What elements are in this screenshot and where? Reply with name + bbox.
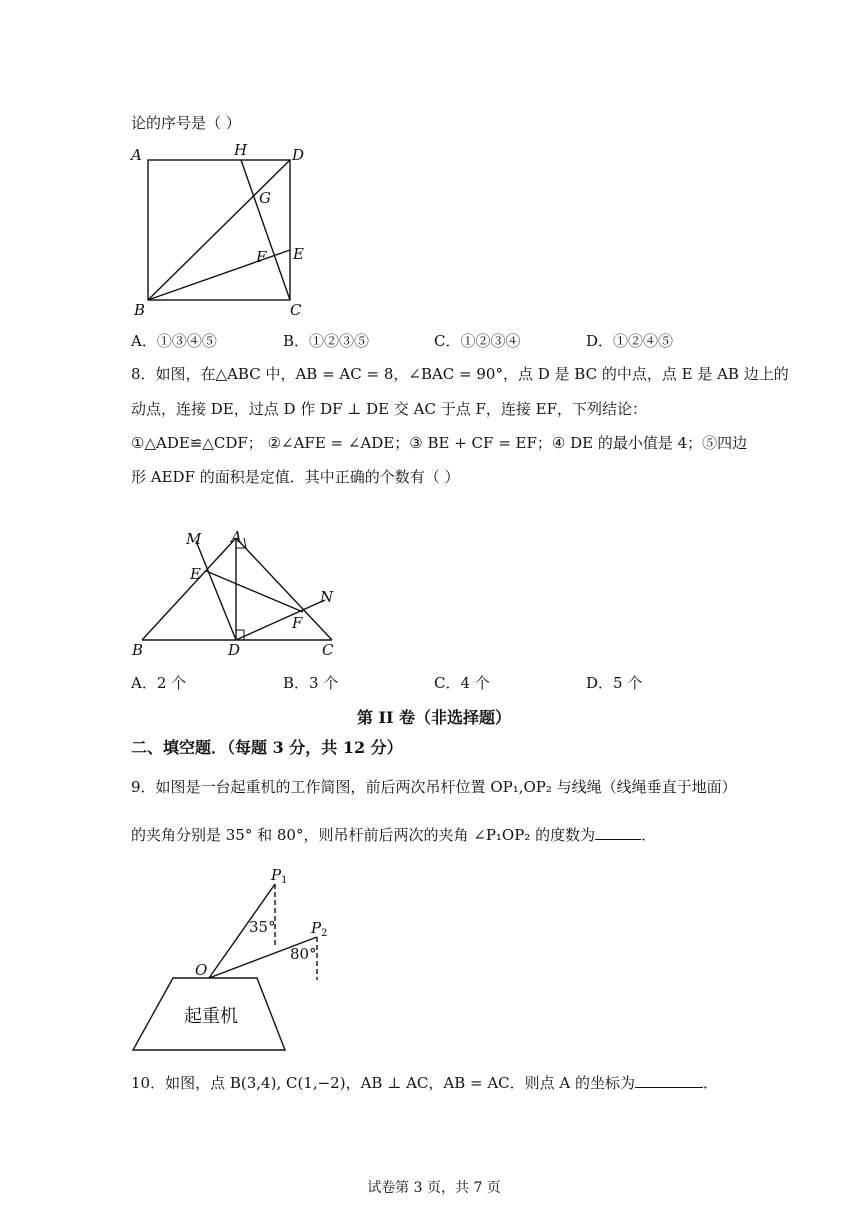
q8-label-E: E [190, 565, 201, 583]
q9-label-P2 [310, 919, 327, 939]
q8-option-a[interactable]: A．2 个 [131, 674, 187, 692]
q8-label-N: N [320, 588, 334, 606]
q8-line-3: ①△ADE≌△CDF； ②∠AFE = ∠ADE；③ BE + CF = EF；④ DE 的最小值是 4；⑤四边 [131, 434, 748, 452]
q8-line-4: 形 AEDF 的面积是定值．其中正确的个数有（ ） [131, 468, 460, 486]
q8-label-D: D [228, 641, 241, 659]
q7-label-A: A [131, 146, 142, 164]
q8-label-A: A [231, 528, 242, 546]
q7-label-E: E [293, 245, 304, 263]
q9-line-2-end: ． [641, 826, 657, 844]
q10-line [131, 1073, 718, 1093]
q7-label-D: D [292, 146, 305, 164]
q9-line-2-text: 的夹角分别是 35° 和 80°，则吊杆前后两次的夹角 ∠P₁OP₂ 的度数为 [131, 826, 596, 844]
q7-label-C: C [290, 301, 302, 319]
q8-line-1: 8．如图，在△ABC 中，AB = AC = 8，∠BAC = 90°，点 D 是 BC 的中点，点 E 是 AB 边上的 [131, 365, 789, 383]
q9-angle-80: 80° [290, 945, 317, 963]
q9-crane-figure [125, 862, 345, 1062]
q9-label-P1-sub: 1 [281, 875, 288, 886]
q9-label-P1-letter: P [271, 866, 282, 884]
q9-answer-blank[interactable] [595, 825, 641, 840]
q7-option-c[interactable]: C．①②③④ [434, 332, 521, 350]
q7-option-d[interactable]: D．①②④⑤ [586, 332, 674, 350]
q10-text: 10．如图，点 B(3,4), C(1,−2)，AB ⊥ AC，AB = AC．则点 A 的坐标为 [131, 1074, 636, 1092]
page-footer: 试卷第 3 页，共 7 页 [367, 1180, 501, 1196]
q8-option-b[interactable]: B．3 个 [283, 674, 339, 692]
q7-prompt-tail: 论的序号是（ ） [131, 114, 241, 132]
q8-triangle-figure [128, 525, 348, 665]
q9-angle-35: 35° [249, 918, 276, 936]
q7-label-B: B [134, 301, 146, 319]
q9-label-P2-letter: P [311, 919, 322, 937]
q9-crane-label: 起重机 [184, 1006, 238, 1027]
q9-line-2 [131, 825, 656, 845]
q7-label-G: G [259, 189, 271, 207]
q8-option-c[interactable]: C．4 个 [434, 674, 490, 692]
q9-label-O: O [195, 961, 208, 979]
q7-option-a[interactable]: A．①③④⑤ [131, 332, 217, 350]
q8-label-M: M [186, 530, 202, 548]
q8-label-F: F [292, 614, 303, 632]
q10-answer-blank[interactable] [635, 1073, 703, 1088]
q9-label-P1 [270, 866, 287, 886]
section-heading: 二、填空题．（每题 3 分，共 12 分） [131, 738, 403, 757]
q8-label-B: B [132, 641, 144, 659]
q7-label-H: H [234, 141, 248, 159]
q7-square-figure [128, 140, 318, 320]
q8-label-C: C [322, 641, 334, 659]
q9-label-P2-sub: 2 [321, 928, 328, 939]
q8-option-d[interactable]: D．5 个 [586, 674, 643, 692]
q7-option-b[interactable]: B．①②③⑤ [283, 332, 370, 350]
q7-label-F: F [256, 248, 267, 266]
q10-end: ． [703, 1074, 719, 1092]
volume-title: 第 II 卷（非选择题） [356, 708, 512, 727]
q8-line-2: 动点，连接 DE，过点 D 作 DF ⊥ DE 交 AC 于点 F，连接 EF，下列结论： [131, 400, 648, 418]
q9-line-1: 9．如图是一台起重机的工作简图，前后两次吊杆位置 OP₁,OP₂ 与线绳（线绳垂直于地面） [131, 778, 737, 796]
